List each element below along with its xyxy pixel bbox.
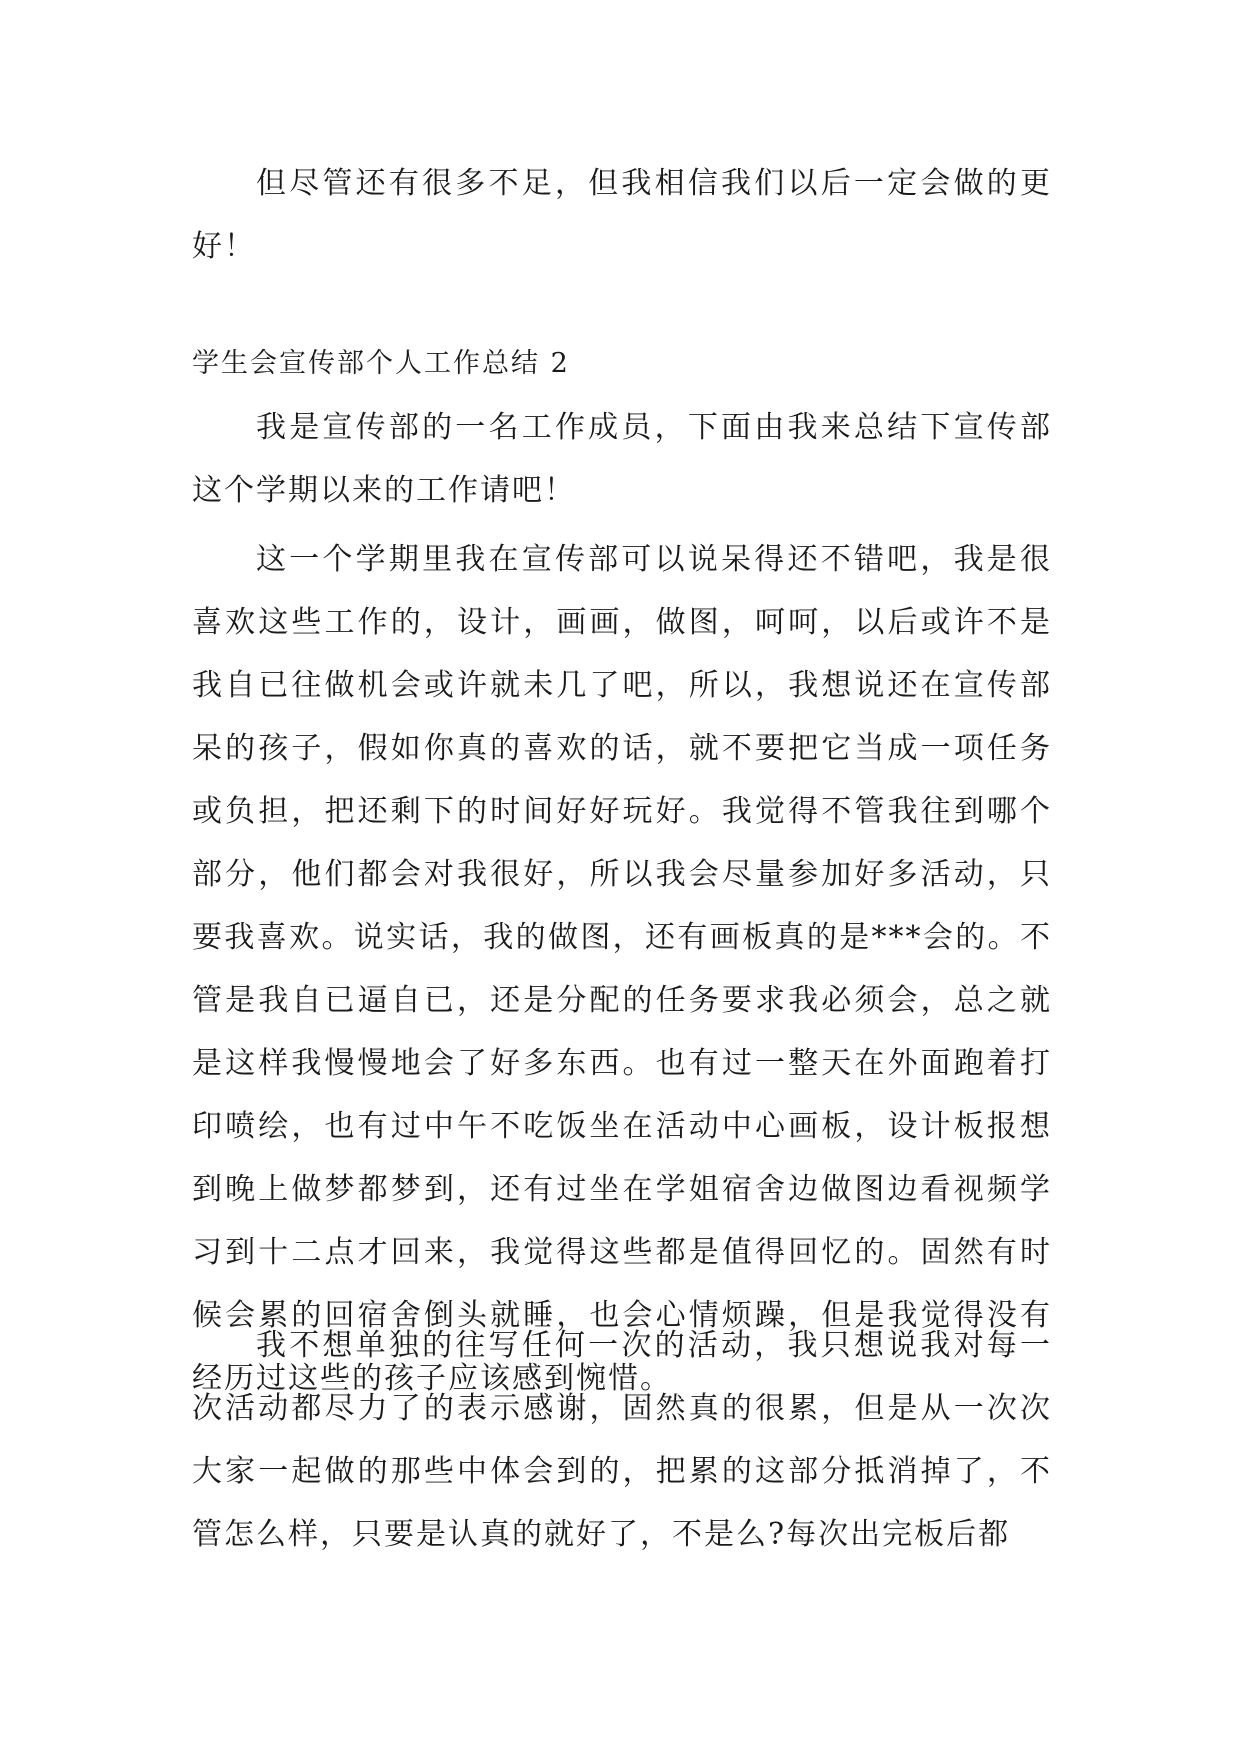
section-title: 学生会宣传部个人工作总结 2 xyxy=(192,348,570,379)
paragraph-reflection: 我不想单独的往写任何一次的活动，我只想说我对每一次活动都尽力了的表示感谢，固然真的很累，但是从一次次大家一起做的那些中体会到的，把累的这部分抵消掉了，不管怎么样，只要是认真的就好了，不是么?每次出完板后都 xyxy=(192,1328,1052,1552)
paragraph-intro: 我是宣传部的一名工作成员，下面由我来总结下宣传部这个学期以来的工作请吧！ xyxy=(192,410,1052,508)
paragraph-closing-remark: 但尽管还有很多不足，但我相信我们以后一定会做的更好！ xyxy=(192,166,1052,264)
paragraph-experience: 这一个学期里我在宣传部可以说呆得还不错吧，我是很喜欢这些工作的，设计，画画，做图，呵呵，以后或许不是我自已往做机会或许就未几了吧，所以，我想说还在宣传部呆的孩子，假如你真的喜欢的话，就不要把它当成一项任务或负担，把还剩下的时间好好玩好。我觉得不管我往到哪个部分，他们都会对我很好，所以我会尽量参加好多活动，只要我喜欢。说实话，我的做图，还有画板真的是***会的。不管是我自已逼自已，还是分配的任务要求我必须会，总之就是这样我慢慢地会了好多东西。也有过一整天在外面跑着打印喷绘，也有过中午不吃饭坐在活动中心画板，设计板报想到晚上做梦都梦到，还有过坐在学姐宿舍边做图边看视频学习到十二点才回来，我觉得这些都是值得回忆的。固然有时候会累的回宿舍倒头就睡，也会心情烦躁，但是我觉得没有经历过这些的孩子应该感到惋惜。 xyxy=(192,542,1052,1396)
